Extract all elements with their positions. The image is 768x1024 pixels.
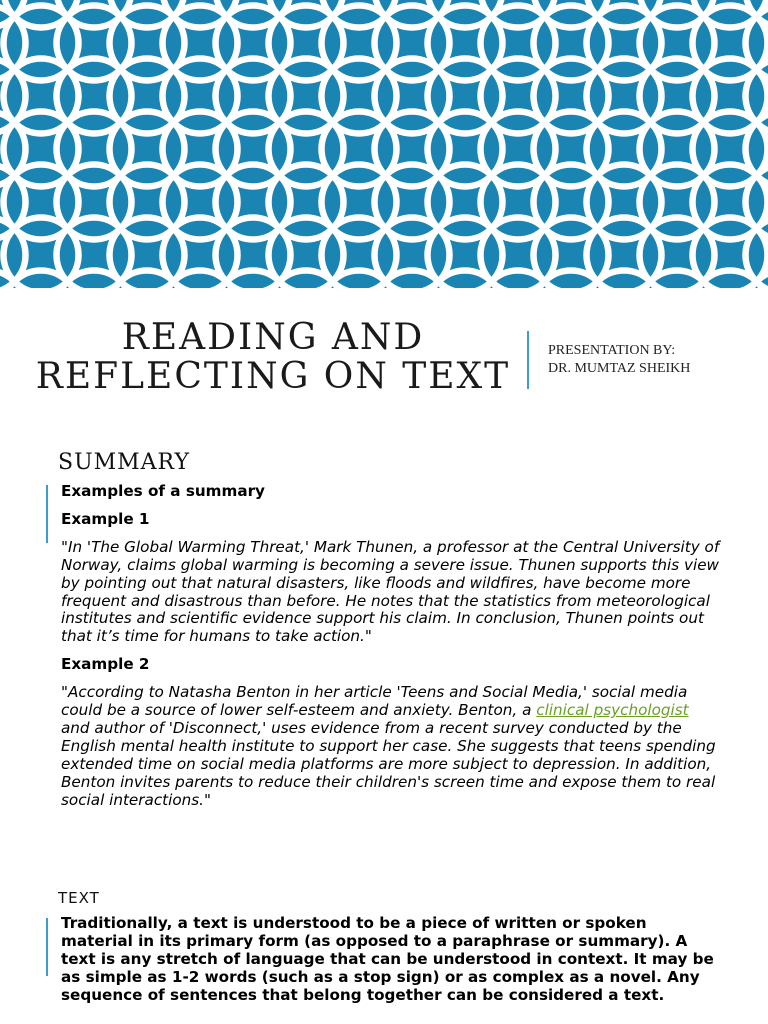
banner-pattern — [0, 0, 768, 288]
example-1-heading: Example 1 — [61, 509, 150, 528]
text-section-heading: TEXT — [58, 889, 100, 907]
summary-accent-bar — [46, 485, 48, 543]
summary-content — [61, 483, 721, 810]
example-2-heading: Example 2 — [61, 655, 150, 674]
example-1-text: "In 'The Global Warming Threat,' Mark Thunen, a professor at the Central University of Norway, claims global warming is becoming a severe issue. Thunen supports this view by pointing out that natural disasters, like floods and wildfires, have become more frequent and disastrous than before. He notes that the statistics from meteorological institutes and scientific evidence support his claim. In conclusion, Thunen points out that it’s time for humans to take action." — [61, 537, 720, 646]
summary-heading: SUMMARY — [58, 450, 190, 475]
example-2-text-start: "According to Natasha Benton in her article 'Teens and Social Media,' social media could be a source of lower self-esteem and anxiety. Benton, a — [61, 683, 688, 720]
presenter-label: PRESENTATION BY: — [548, 343, 676, 358]
presentation-title — [30, 318, 516, 396]
example-2-text-end: and author of 'Disconnect,' uses evidence from a recent survey conducted by the English mental health institute to support her case. She suggests that teens spending extended time on social media platforms are more subject to depression. In addition, Benton invites parents to reduce their children's screen time and expose them to real social interactions." — [61, 718, 716, 809]
examples-heading: Examples of a summary — [61, 482, 265, 500]
text-definition: Traditionally, a text is understood to be a piece of written or spoken material in its primary form (as opposed to a paraphrase or summary). A text is any stretch of language that can be understood in context. It may be as simple as 1-2 words (such as a stop sign) or as complex as a novel. Any sequence of sentences that belong together can be considered a text. — [61, 914, 714, 1004]
title-line-2: REFLECTING ON TEXT — [35, 356, 511, 397]
title-divider — [527, 331, 529, 389]
text-accent-bar — [46, 918, 48, 976]
presenter-name: DR. MUMTAZ SHEIKH — [548, 361, 691, 376]
title-line-1: READING AND — [121, 317, 425, 358]
text-section-content — [61, 915, 721, 1005]
decorative-banner — [0, 0, 768, 288]
presenter-info — [548, 342, 690, 378]
example-2-text — [61, 684, 721, 809]
clinical-psychologist-link[interactable]: clinical psychologist — [536, 701, 689, 720]
